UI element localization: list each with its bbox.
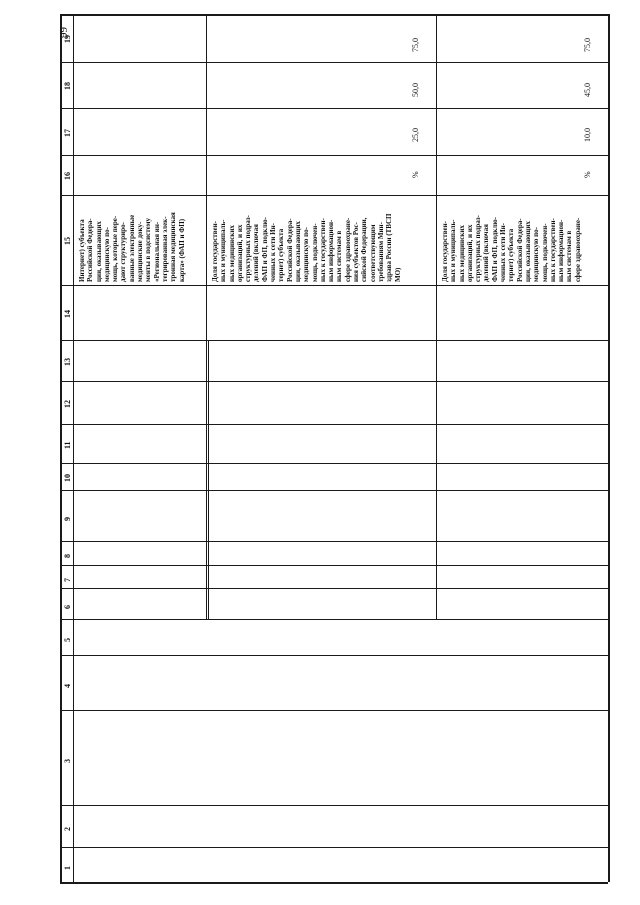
row-separator	[206, 14, 207, 619]
header-strip-border	[73, 14, 74, 882]
column-separator	[60, 340, 608, 341]
column-separator	[60, 195, 608, 196]
unit-col16: %	[583, 171, 592, 178]
column-number-4: 4	[63, 683, 72, 688]
unit-col16: %	[411, 171, 420, 178]
column-number-15: 15	[63, 237, 72, 245]
column-separator	[60, 155, 608, 156]
column-number-11: 11	[63, 440, 72, 449]
value-col17: 25,0	[411, 128, 420, 142]
column-number-3: 3	[63, 758, 72, 763]
row-separator	[208, 340, 209, 619]
column-number-7: 7	[63, 577, 72, 582]
column-separator	[60, 424, 608, 425]
column-number-18: 18	[63, 82, 72, 90]
column-number-12: 12	[63, 399, 72, 408]
column-number-6: 6	[63, 604, 72, 609]
column-number-2: 2	[63, 827, 72, 831]
value-col17: 10,0	[583, 128, 592, 142]
column-separator	[60, 847, 608, 848]
column-separator	[60, 463, 608, 464]
column-number-1: 1	[63, 865, 72, 870]
column-separator	[60, 381, 608, 382]
column-number-10: 10	[63, 473, 72, 482]
row-separator	[436, 14, 437, 619]
page-number: 99	[58, 27, 70, 38]
table-border	[60, 14, 608, 16]
column-number-19: 19	[63, 35, 72, 43]
column-number-17: 17	[63, 128, 72, 137]
value-col18: 45,0	[583, 83, 592, 97]
column-separator	[60, 490, 608, 491]
indicator-text: Доля государствен- ных и муниципаль- ных медицинских организаций, и их структурных подраз- делений (включая ФАП и ФП, подклю- ченных к сети Ин- тернет) субъекта Российской Федера- ции, оказывающих медицинскую по- мощь, подключен- ных к государствен- ным информацион- ным системам в сфере здравоохране-	[441, 215, 582, 282]
column-separator	[60, 655, 608, 656]
column-separator	[60, 541, 608, 542]
table-border	[60, 14, 62, 882]
column-separator	[60, 710, 608, 711]
value-col19: 75,0	[583, 38, 592, 52]
column-number-8: 8	[63, 554, 72, 558]
column-separator	[60, 805, 608, 806]
value-col18: 50,0	[411, 83, 420, 97]
column-separator	[60, 62, 608, 63]
column-separator	[60, 588, 608, 589]
indicator-text: Интернет) субъекта Российской Федера- ции, оказывающих медицинскую по- мощь, которые пере- дают структуриро- ванные электронные медицинские доку- менты в подсистему «Региональная ин- тегрированная элек- тронная медицинская карта» (ФАП и ФП)	[78, 212, 186, 282]
column-number-13: 13	[63, 357, 72, 366]
column-number-9: 9	[63, 516, 72, 521]
indicator-text: Доля государствен- ных и муниципаль- ных медицинских организаций, и их структурных подраз- делений (включая ФАП и ФП, подклю- ченных к сети Ин- тернет) субъекта Российской Федера- ции, оказывающих медицинскую по- мощь, подключен- ных к государствен- ным информацион- ным системам в сфере здравоохране- ния субъектов Рос- сийской Федерации, соответствующим требованиям Мин- здрава России (ТВСП МО)	[211, 213, 402, 282]
column-separator	[60, 619, 608, 620]
column-separator	[60, 285, 608, 286]
table-border	[60, 882, 608, 884]
value-col19: 75,0	[411, 38, 420, 52]
column-separator	[60, 565, 608, 566]
table-border	[608, 14, 610, 882]
column-separator	[60, 108, 608, 109]
column-number-5: 5	[63, 638, 72, 642]
column-number-14: 14	[63, 309, 72, 318]
column-number-16: 16	[63, 172, 72, 180]
